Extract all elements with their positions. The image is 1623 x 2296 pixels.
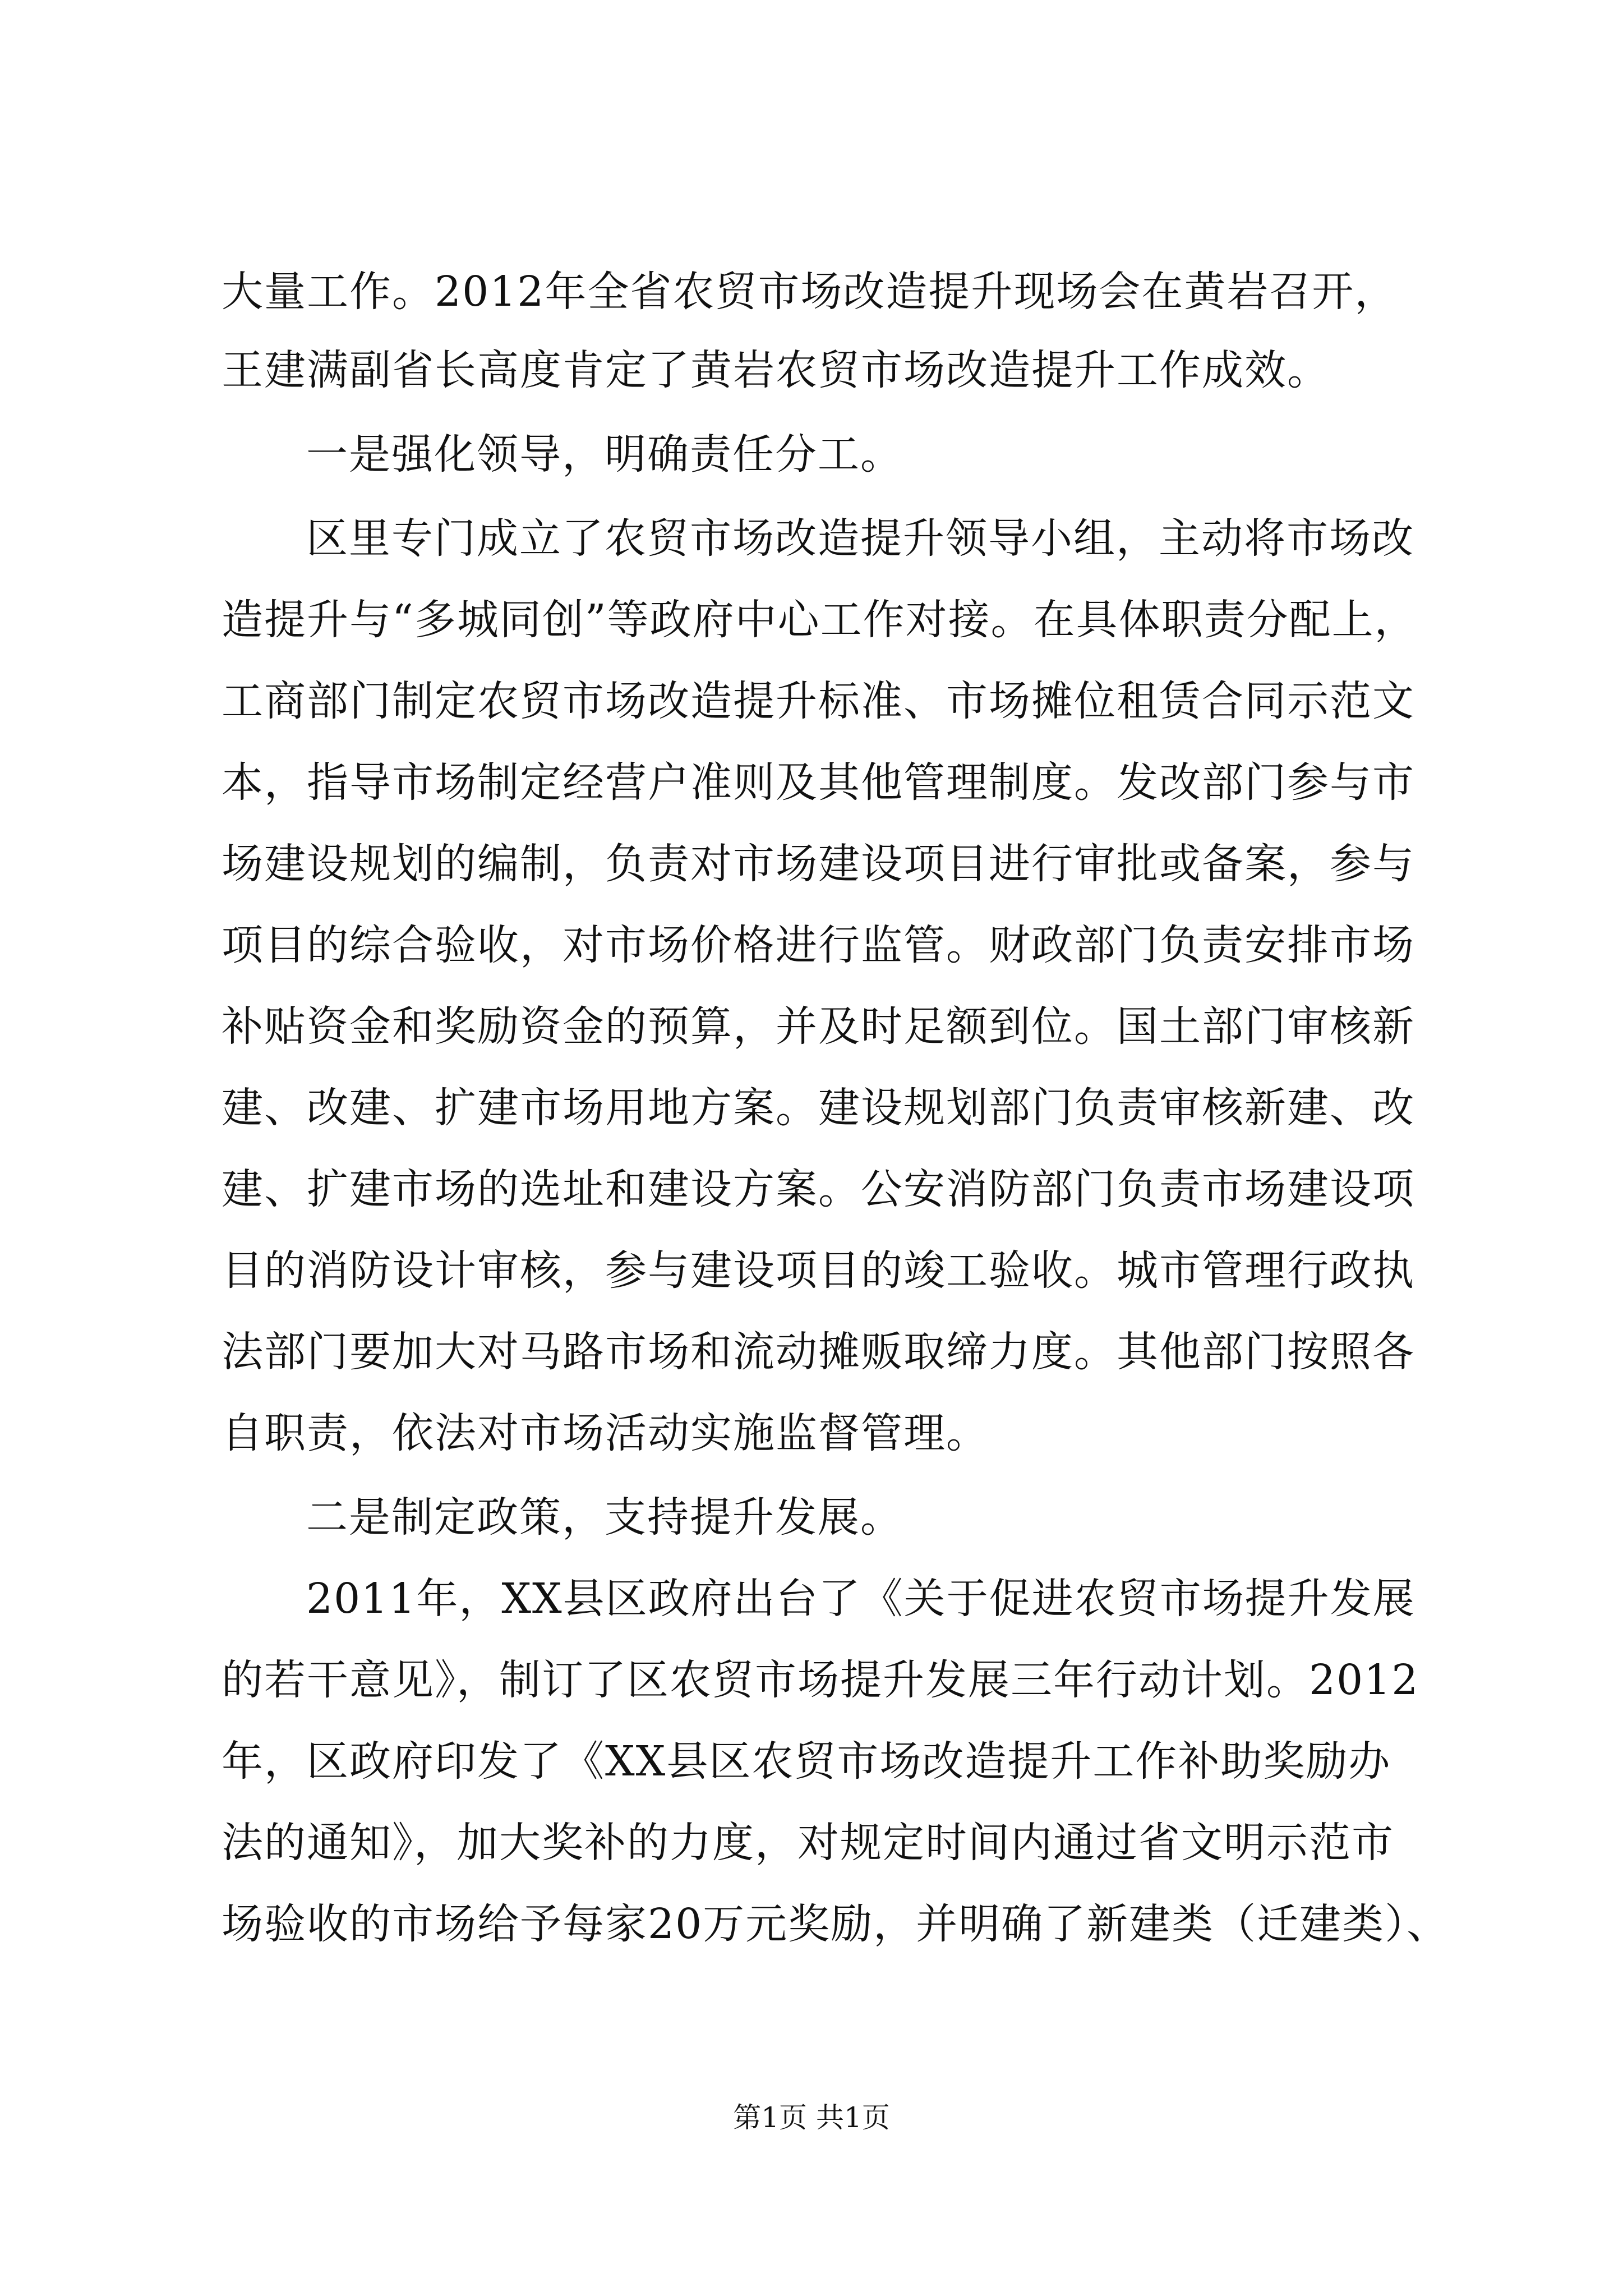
text-line: 本，指导市场制定经营户准则及其他管理制度。发改部门参与市 <box>222 758 1415 807</box>
text-line: 项目的综合验收，对市场价格进行监管。财政部门负责安排市场 <box>222 921 1415 969</box>
text-line: 建、改建、扩建市场用地方案。建设规划部门负责审核新建、改 <box>222 1084 1415 1132</box>
text-line: 区里专门成立了农贸市场改造提升领导小组，主动将市场改 <box>306 514 1414 563</box>
text-line: 工商部门制定农贸市场改造提升标准、市场摊位租赁合同示范文 <box>222 677 1415 725</box>
text-line: 场验收的市场给予每家20万元奖励，并明确了新建类（迁建类）、 <box>222 1900 1450 1948</box>
page-footer: 第1页 共1页 <box>733 2101 890 2134</box>
text-line: 造提升与“多城同创”等政府中心工作对接。在具体职责分配上， <box>222 596 1417 644</box>
text-line: 的若干意见》，制订了区农贸市场提升发展三年行动计划。2012 <box>222 1656 1419 1704</box>
text-line: 法部门要加大对马路市场和流动摊贩取缔力度。其他部门按照各 <box>222 1328 1415 1376</box>
paragraph-heading: 一是强化领导，明确责任分工。 <box>306 430 903 478</box>
text-line: 王建满副省长高度肯定了黄岩农贸市场改造提升工作成效。 <box>222 346 1330 394</box>
text-line: 年，区政府印发了《XX县区农贸市场改造提升工作补助奖励办 <box>222 1737 1391 1786</box>
text-line: 法的通知》，加大奖补的力度，对规定时间内通过省文明示范市 <box>222 1819 1394 1867</box>
text-line: 大量工作。2012年全省农贸市场改造提升现场会在黄岩召开， <box>222 268 1398 316</box>
text-line: 自职责，依法对市场活动实施监督管理。 <box>222 1409 989 1457</box>
text-line: 场建设规划的编制，负责对市场建设项目进行审批或备案，参与 <box>222 840 1415 888</box>
text-line: 2011年，XX县区政府出台了《关于促进农贸市场提升发展 <box>306 1575 1415 1623</box>
paragraph-heading: 二是制定政策，支持提升发展。 <box>306 1493 903 1542</box>
text-line: 补贴资金和奖励资金的预算，并及时足额到位。国土部门审核新 <box>222 1002 1415 1051</box>
text-line: 目的消防设计审核，参与建设项目的竣工验收。城市管理行政执 <box>222 1246 1415 1295</box>
text-line: 建、扩建市场的选址和建设方案。公安消防部门负责市场建设项 <box>222 1165 1415 1213</box>
